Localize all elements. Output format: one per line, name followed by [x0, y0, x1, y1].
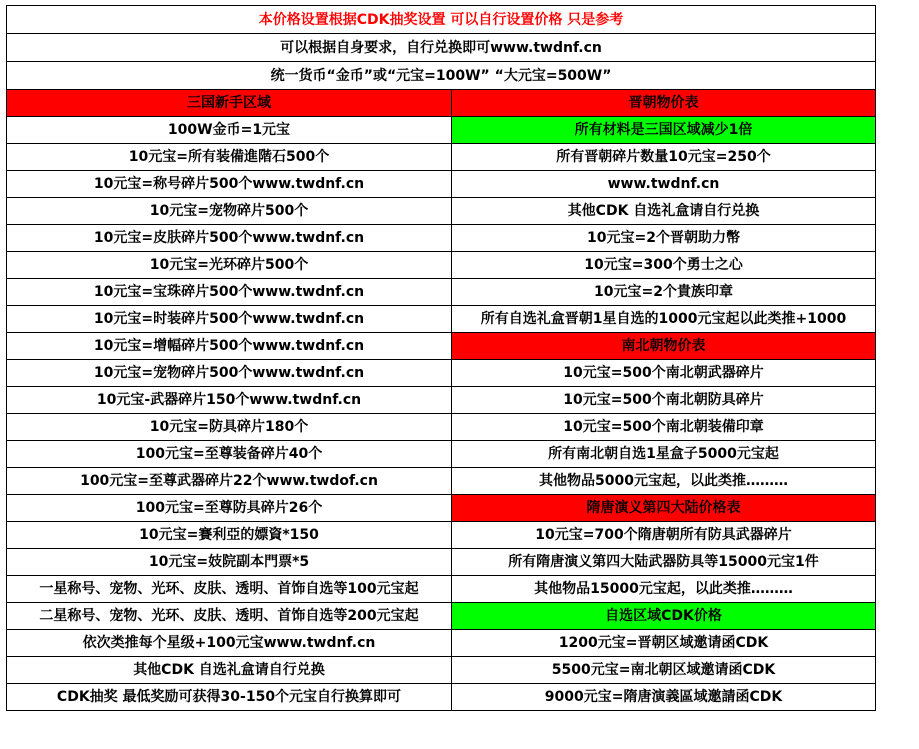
- right-section-header: 南北朝物价表: [452, 333, 876, 360]
- price-row: [7, 171, 876, 198]
- price-row: [7, 630, 876, 657]
- price-row: [7, 576, 876, 603]
- price-row: [7, 360, 876, 387]
- right-cell: 9000元宝=隋唐演義區域邀請函CDK: [452, 684, 876, 711]
- right-cell: 所有晋朝碎片数量10元宝=250个: [452, 144, 876, 171]
- right-cell: 10元宝=500个南北朝防具碎片: [452, 387, 876, 414]
- price-row: [7, 90, 876, 117]
- price-row: [7, 468, 876, 495]
- header-row-2: [7, 34, 876, 62]
- price-row: [7, 657, 876, 684]
- price-row: [7, 306, 876, 333]
- left-cell: 10元宝=宝珠碎片500个www.twdnf.cn: [7, 279, 452, 306]
- price-row: [7, 387, 876, 414]
- left-cell: 10元宝=时装碎片500个www.twdnf.cn: [7, 306, 452, 333]
- left-cell: 100W金币=1元宝: [7, 117, 452, 144]
- right-cell: 所有自选礼盒晋朝1星自选的1000元宝起以此类推+1000: [452, 306, 876, 333]
- right-highlight-cell: 自选区域CDK价格: [452, 603, 876, 630]
- left-cell: 100元宝=至尊装备碎片40个: [7, 441, 452, 468]
- right-cell: 10元宝=500个南北朝装備印章: [452, 414, 876, 441]
- left-cell: 10元宝=防具碎片180个: [7, 414, 452, 441]
- right-cell: 5500元宝=南北朝区域邀请函CDK: [452, 657, 876, 684]
- left-section-header: 三国新手区域: [7, 90, 452, 117]
- right-highlight-cell: 所有材料是三国区域减少1倍: [452, 117, 876, 144]
- price-row: [7, 117, 876, 144]
- left-cell: 其他CDK 自选礼盒请自行兑换: [7, 657, 452, 684]
- left-cell: 10元宝-武器碎片150个www.twdnf.cn: [7, 387, 452, 414]
- right-cell: 10元宝=2个貴族印章: [452, 279, 876, 306]
- right-cell: 其他CDK 自选礼盒请自行兑换: [452, 198, 876, 225]
- right-cell: 所有隋唐演义第四大陆武器防具等15000元宝1件: [452, 549, 876, 576]
- right-cell: 10元宝=700个隋唐朝所有防具武器碎片: [452, 522, 876, 549]
- left-cell: 10元宝=所有装備進階石500个: [7, 144, 452, 171]
- price-row: [7, 333, 876, 360]
- price-row: [7, 225, 876, 252]
- left-cell: 一星称号、宠物、光环、皮肤、透明、首饰自选等100元宝起: [7, 576, 452, 603]
- left-cell: 10元宝=妓院副本門票*5: [7, 549, 452, 576]
- price-row: [7, 684, 876, 711]
- price-row: [7, 522, 876, 549]
- right-cell: 其他物品5000元宝起，以此类推………: [452, 468, 876, 495]
- header-row-3: [7, 62, 876, 90]
- right-cell: www.twdnf.cn: [452, 171, 876, 198]
- price-row: [7, 414, 876, 441]
- price-row: [7, 279, 876, 306]
- left-cell: 10元宝=賽利亞的嫖資*150: [7, 522, 452, 549]
- left-cell: 依次类推每个星级+100元宝www.twdnf.cn: [7, 630, 452, 657]
- price-row: [7, 495, 876, 522]
- price-row: [7, 603, 876, 630]
- header-row-1: [7, 6, 876, 34]
- right-section-header: 晋朝物价表: [452, 90, 876, 117]
- right-cell: 10元宝=500个南北朝武器碎片: [452, 360, 876, 387]
- header-notice: 本价格设置根据CDK抽奖设置 可以自行设置价格 只是参考: [7, 6, 876, 34]
- left-cell: 10元宝=称号碎片500个www.twdnf.cn: [7, 171, 452, 198]
- price-row: [7, 549, 876, 576]
- right-cell: 10元宝=2个晋朝助力幣: [452, 225, 876, 252]
- header-website-note: 可以根据自身要求，自行兑换即可www.twdnf.cn: [7, 34, 876, 62]
- left-cell: CDK抽奖 最低奖励可获得30-150个元宝自行换算即可: [7, 684, 452, 711]
- header-currency-note: 统一货币“金币”或“元宝=100W” “大元宝=500W”: [7, 62, 876, 90]
- price-row: [7, 144, 876, 171]
- price-table: [6, 5, 876, 711]
- left-cell: 100元宝=至尊武器碎片22个www.twdof.cn: [7, 468, 452, 495]
- left-cell: 10元宝=增幅碎片500个www.twdnf.cn: [7, 333, 452, 360]
- price-row: [7, 198, 876, 225]
- right-cell: 其他物品15000元宝起，以此类推………: [452, 576, 876, 603]
- price-row: [7, 252, 876, 279]
- right-cell: 10元宝=300个勇士之心: [452, 252, 876, 279]
- left-cell: 二星称号、宠物、光环、皮肤、透明、首饰自选等200元宝起: [7, 603, 452, 630]
- right-cell: 1200元宝=晋朝区域邀请函CDK: [452, 630, 876, 657]
- left-cell: 10元宝=皮肤碎片500个www.twdnf.cn: [7, 225, 452, 252]
- price-row: [7, 441, 876, 468]
- left-cell: 10元宝=宠物碎片500个: [7, 198, 452, 225]
- right-cell: 所有南北朝自选1星盒子5000元宝起: [452, 441, 876, 468]
- left-cell: 10元宝=宠物碎片500个www.twdnf.cn: [7, 360, 452, 387]
- left-cell: 100元宝=至尊防具碎片26个: [7, 495, 452, 522]
- left-cell: 10元宝=光环碎片500个: [7, 252, 452, 279]
- right-section-header: 隋唐演义第四大陆价格表: [452, 495, 876, 522]
